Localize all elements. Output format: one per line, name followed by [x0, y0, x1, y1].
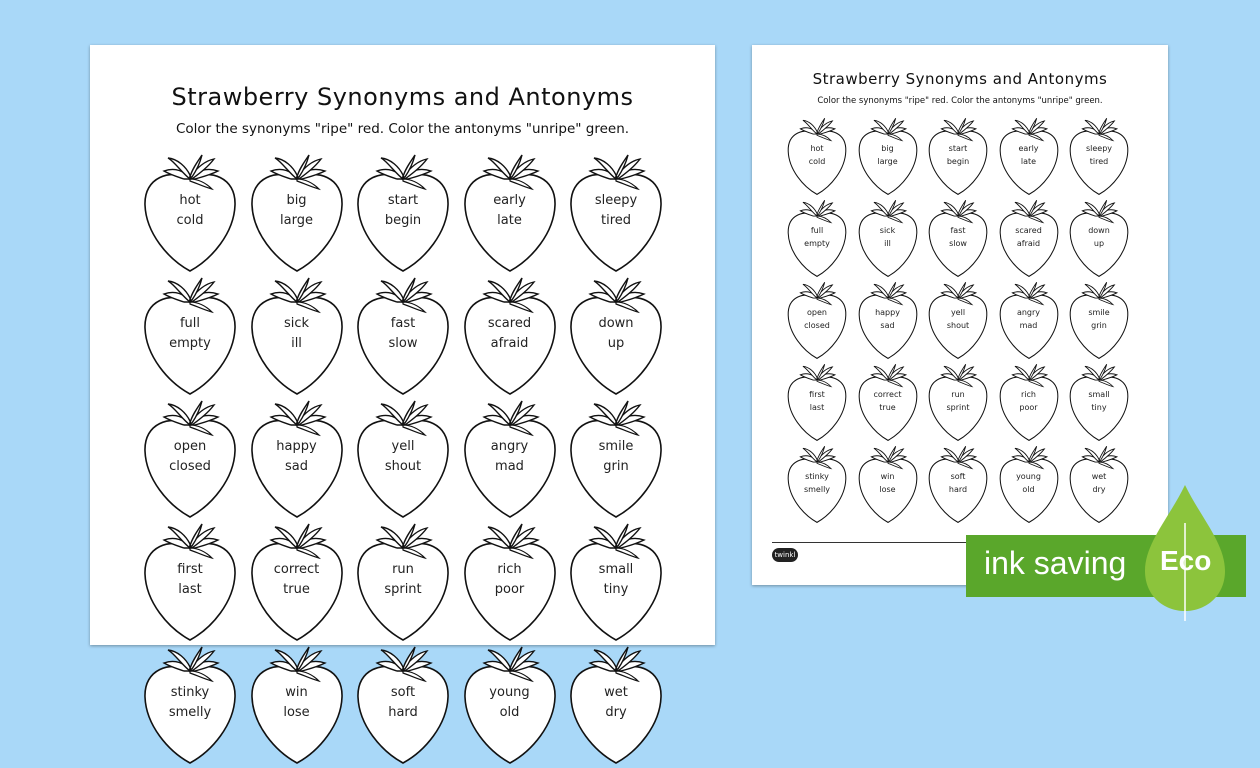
strawberry-item: [140, 153, 247, 276]
strawberry-item: [1067, 363, 1138, 445]
word-top: sleepy: [1085, 144, 1113, 153]
strawberry-item: [856, 199, 927, 281]
strawberry-item: [785, 363, 856, 445]
word-bottom: afraid: [490, 336, 529, 351]
strawberry-item: [926, 199, 997, 281]
strawberry-item: [566, 522, 673, 645]
strawberry-item: [247, 645, 354, 768]
strawberry-item: [785, 117, 856, 199]
word-top: soft: [390, 685, 416, 700]
word-top: angry: [1016, 308, 1041, 317]
word-bottom: late: [497, 213, 522, 228]
strawberry-item: [785, 445, 856, 527]
word-bottom: grin: [1091, 321, 1107, 330]
word-bottom: empty: [169, 336, 211, 351]
word-top: win: [880, 472, 895, 481]
strawberry-item: [926, 281, 997, 363]
word-top: stinky: [805, 472, 829, 481]
word-bottom: dry: [605, 705, 627, 720]
word-bottom: mad: [1019, 321, 1038, 330]
strawberry-item: [856, 445, 927, 527]
word-top: scared: [487, 316, 532, 331]
word-bottom: poor: [494, 582, 525, 597]
strawberry-item: [353, 522, 460, 645]
strawberry-item: [140, 522, 247, 645]
strawberry-item: [856, 363, 927, 445]
word-bottom: smelly: [168, 705, 212, 720]
word-top: young: [489, 685, 530, 700]
word-top: down: [598, 316, 634, 331]
word-bottom: old: [499, 705, 520, 720]
strawberry-item: [140, 276, 247, 399]
word-top: sleepy: [594, 193, 638, 208]
strawberry-item: [566, 645, 673, 768]
word-bottom: large: [877, 157, 898, 166]
worksheet-preview-large: [90, 45, 715, 720]
word-top: sick: [283, 316, 310, 331]
word-bottom: last: [809, 403, 825, 412]
word-top: scared: [1015, 226, 1042, 235]
word-bottom: mad: [495, 459, 524, 474]
strawberry-grid: [785, 117, 1138, 527]
strawberry-item: [566, 399, 673, 522]
word-top: hot: [179, 193, 201, 208]
word-top: full: [810, 226, 824, 235]
word-top: fast: [950, 226, 966, 235]
word-top: sick: [879, 226, 896, 235]
worksheet-instructions: Color the synonyms "ripe" red. Color the antonyms "unripe" green.: [817, 96, 1103, 106]
strawberry-item: [785, 199, 856, 281]
word-top: early: [493, 193, 526, 208]
word-bottom: closed: [169, 459, 211, 474]
word-bottom: true: [283, 582, 310, 597]
word-top: open: [807, 308, 827, 317]
strawberry-item: [353, 399, 460, 522]
word-bottom: cold: [808, 157, 826, 166]
word-bottom: closed: [804, 321, 830, 330]
word-top: fast: [390, 316, 416, 331]
word-bottom: afraid: [1016, 239, 1041, 248]
word-top: yell: [391, 439, 415, 454]
word-bottom: lose: [283, 705, 310, 720]
strawberry-item: [997, 363, 1068, 445]
word-bottom: smelly: [803, 485, 831, 494]
word-top: full: [179, 316, 201, 331]
word-bottom: lose: [879, 485, 896, 494]
word-top: yell: [950, 308, 966, 317]
word-top: correct: [273, 562, 320, 577]
word-top: angry: [490, 439, 529, 454]
word-top: hot: [810, 144, 824, 153]
twinkl-logo: twinkl: [772, 548, 798, 562]
worksheet-instructions: Color the synonyms "ripe" red. Color the antonyms "unripe" green.: [175, 121, 630, 137]
word-bottom: tired: [600, 213, 632, 228]
strawberry-item: [785, 281, 856, 363]
word-bottom: late: [1020, 157, 1037, 166]
strawberry-item: [247, 399, 354, 522]
strawberry-item: [997, 445, 1068, 527]
strawberry-item: [926, 363, 997, 445]
word-bottom: cold: [176, 213, 204, 228]
word-bottom: up: [1093, 239, 1105, 248]
strawberry-item: [1067, 117, 1138, 199]
word-top: run: [951, 390, 965, 399]
word-bottom: empty: [804, 239, 830, 248]
strawberry-item: [1067, 281, 1138, 363]
word-top: soft: [950, 472, 966, 481]
word-top: big: [286, 193, 307, 208]
word-bottom: tired: [1089, 157, 1109, 166]
word-bottom: poor: [1019, 403, 1038, 412]
worksheet-title: Strawberry Synonyms and Antonyms: [171, 83, 634, 111]
word-top: correct: [873, 390, 902, 399]
word-bottom: shout: [384, 459, 422, 474]
strawberry-item: [460, 153, 567, 276]
strawberry-item: [1067, 445, 1138, 527]
strawberry-item: [460, 645, 567, 768]
strawberry-item: [926, 445, 997, 527]
word-bottom: large: [280, 213, 313, 228]
word-bottom: up: [607, 336, 625, 351]
word-top: start: [948, 144, 968, 153]
word-top: happy: [875, 308, 900, 317]
word-bottom: slow: [388, 336, 418, 351]
word-top: wet: [604, 685, 628, 700]
word-top: down: [1088, 226, 1110, 235]
worksheet-preview-small: [752, 45, 1168, 585]
word-bottom: sad: [285, 459, 308, 474]
word-bottom: ill: [291, 336, 302, 351]
strawberry-item: [566, 153, 673, 276]
word-top: start: [387, 193, 419, 208]
word-bottom: tiny: [1091, 403, 1107, 412]
word-bottom: tiny: [603, 582, 629, 597]
strawberry-item: [353, 645, 460, 768]
word-bottom: ill: [884, 239, 891, 248]
word-top: smile: [1088, 308, 1110, 317]
word-top: stinky: [170, 685, 210, 700]
word-top: smile: [598, 439, 634, 454]
strawberry-item: [460, 522, 567, 645]
strawberry-item: [566, 276, 673, 399]
strawberry-item: [997, 117, 1068, 199]
strawberry-item: [856, 281, 927, 363]
eco-label: Eco: [1160, 545, 1212, 576]
strawberry-item: [856, 117, 927, 199]
word-top: small: [1088, 390, 1110, 399]
word-top: small: [598, 562, 634, 577]
word-bottom: slow: [949, 239, 967, 248]
word-top: wet: [1091, 472, 1107, 481]
word-top: rich: [1021, 390, 1036, 399]
word-bottom: begin: [384, 213, 422, 228]
word-bottom: true: [879, 403, 896, 412]
strawberry-item: [247, 276, 354, 399]
strawberry-item: [460, 399, 567, 522]
strawberry-item: [997, 199, 1068, 281]
word-bottom: shout: [946, 321, 970, 330]
strawberry-grid: [140, 153, 673, 768]
strawberry-item: [997, 281, 1068, 363]
word-bottom: sad: [880, 321, 895, 330]
strawberry-item: [353, 276, 460, 399]
strawberry-item: [140, 399, 247, 522]
word-bottom: dry: [1092, 485, 1106, 494]
strawberry-item: [460, 276, 567, 399]
word-bottom: hard: [948, 485, 968, 494]
worksheet-title: Strawberry Synonyms and Antonyms: [812, 70, 1108, 88]
word-top: open: [173, 439, 207, 454]
word-bottom: grin: [603, 459, 629, 474]
strawberry-item: [353, 153, 460, 276]
word-top: first: [177, 562, 203, 577]
word-top: happy: [276, 439, 317, 454]
strawberry-item: [247, 153, 354, 276]
strawberry-item: [140, 645, 247, 768]
word-top: run: [392, 562, 414, 577]
word-bottom: old: [1022, 485, 1035, 494]
strawberry-item: [926, 117, 997, 199]
word-bottom: hard: [388, 705, 418, 720]
ink-saving-label: ink saving: [984, 545, 1127, 581]
word-top: win: [285, 685, 308, 700]
word-bottom: last: [178, 582, 202, 597]
word-top: first: [809, 390, 825, 399]
word-top: young: [1016, 472, 1041, 481]
word-bottom: sprint: [384, 582, 422, 597]
word-bottom: sprint: [946, 403, 970, 412]
strawberry-item: [247, 522, 354, 645]
word-top: big: [881, 144, 894, 153]
word-bottom: begin: [946, 157, 970, 166]
word-top: early: [1018, 144, 1039, 153]
word-top: rich: [497, 562, 522, 577]
strawberry-item: [1067, 199, 1138, 281]
